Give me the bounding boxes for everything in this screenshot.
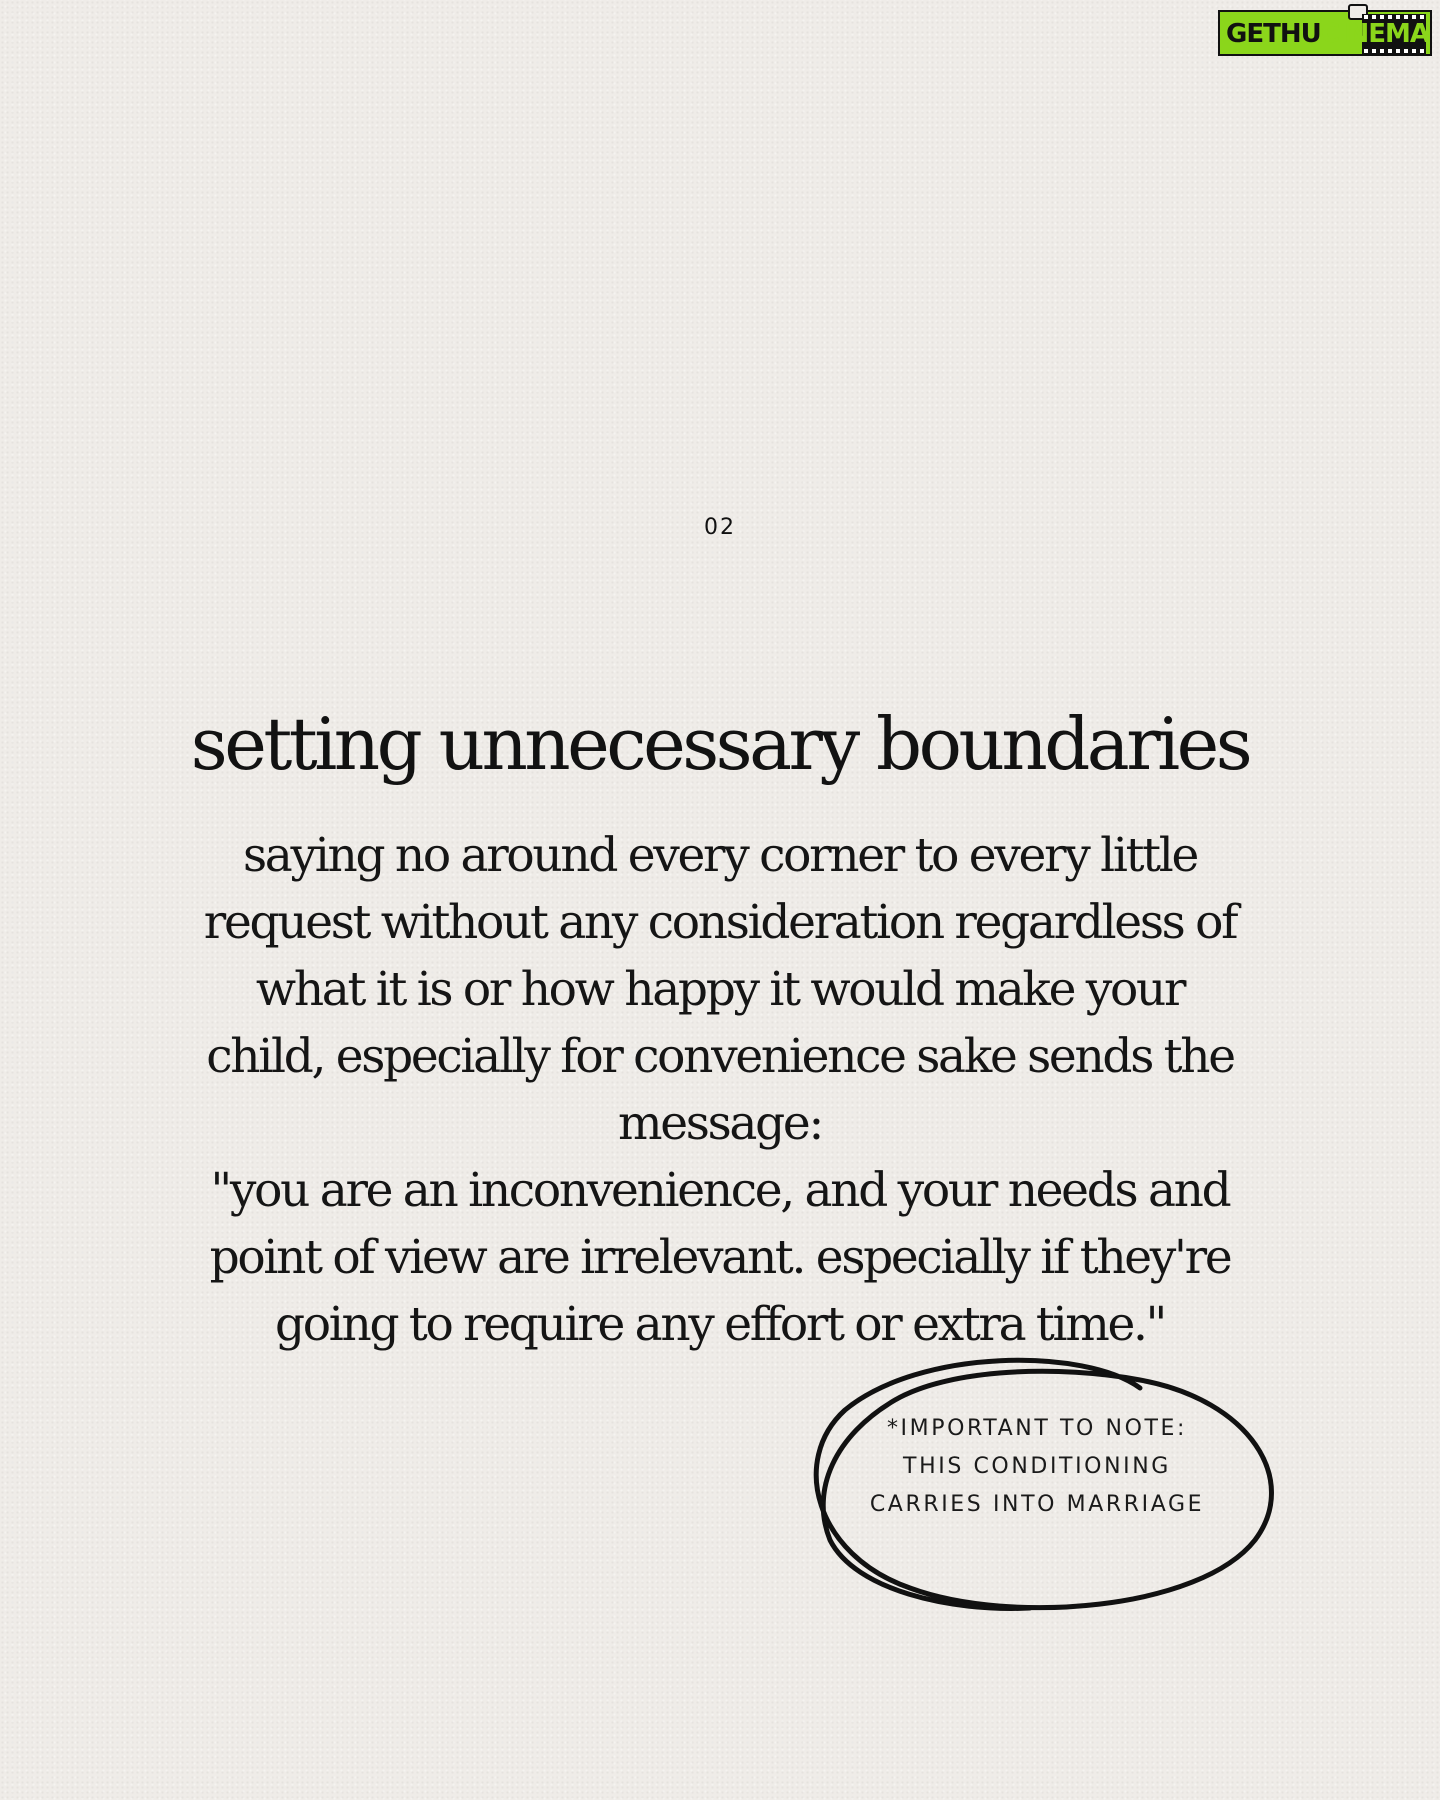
body-line: point of view are irrelevant. especially if they're [209,1230,1231,1285]
body-line: request without any consideration regardless of [203,895,1237,950]
note-line: THIS CONDITIONING [903,1454,1171,1479]
body-paragraph [170,822,1270,1358]
watermark-part-1: GETHU [1226,19,1321,49]
watermark-part-2: CINEMA [1320,19,1429,49]
page-number: 02 [704,515,736,540]
page-title: setting unnecessary boundaries [190,702,1250,786]
note-line: *IMPORTANT TO NOTE: [886,1416,1188,1441]
body-line: saying no around every corner to every little [242,828,1198,883]
watermark-text [1226,18,1429,50]
watermark-logo [1218,10,1432,56]
body-line: going to require any effort or extra time." [274,1297,1165,1352]
body-line: "you are an inconvenience, and your needs and [210,1163,1230,1218]
body-line: what it is or how happy it would make your [255,962,1185,1017]
body-line: child, especially for convenience sake sends the [206,1029,1234,1084]
note-annotation [842,1410,1232,1524]
body-line: message: [618,1096,822,1151]
note-line: CARRIES INTO MARRIAGE [869,1492,1205,1517]
